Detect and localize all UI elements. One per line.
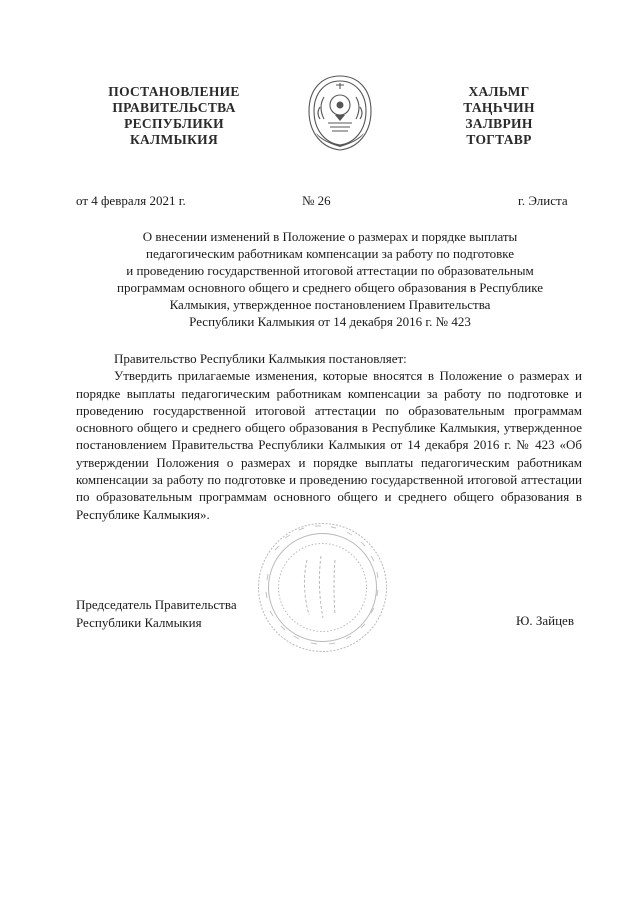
title-line-3: и проведению государственной итоговой аттестации по образовательным: [126, 263, 534, 278]
decree-title: [80, 228, 580, 330]
decree-body: [76, 350, 582, 523]
header-left-line-3: РЕСПУБЛИКИ: [124, 116, 224, 131]
title-line-5: Калмыкия, утвержденное постановлением Правительства: [169, 297, 491, 312]
header-right-kalmyk: [444, 84, 554, 148]
signer-name: Ю. Зайцев: [516, 613, 574, 628]
header-left-line-4: КАЛМЫКИЯ: [129, 132, 219, 147]
signer-position-line-2: Республики Калмыкия: [76, 614, 202, 630]
header-left-line-1: ПОСТАНОВЛЕНИЕ: [108, 84, 240, 99]
decree-number: № 26: [302, 193, 331, 208]
header-right-line-2: ТАҢҺЧИН: [463, 100, 535, 115]
decree-city: г. Элиста: [518, 193, 568, 208]
decree-main-paragraph: Утвердить прилагаемые изменения, которые вносятся в Положение о размерах и порядке выплаты педагогическим работникам компенсации за работу по подготовке и проведению государственной итоговой аттестации по образовательным программам основного общего и среднего общего образования в Республике Калмыкия, утвержденное постановлением Правительства Республики Калмыкия от 14 декабря 2016 г. № 423 «Об утверждении Положения о размерах и порядке выплаты педагогическим работникам компенсации за работу по подготовке и проведению государственной итоговой аттестации по образовательным программам основного общего и среднего общего образования в Республике Калмыкия».: [76, 368, 582, 522]
header-left-line-2: ПРАВИТЕЛЬСТВА: [112, 100, 236, 115]
title-line-4: программам основного общего и среднего общего образования в Республике: [117, 280, 543, 295]
header-right-line-1: ХАЛЬМГ: [468, 84, 530, 99]
title-line-1: О внесении изменений в Положение о размерах и порядке выплаты: [142, 229, 518, 244]
decree-date: от 4 февраля 2021 г.: [76, 193, 186, 208]
signer-position-line-1: Председатель Правительства: [76, 597, 237, 612]
header-left-russian: [90, 84, 258, 148]
title-line-2: педагогическим работникам компенсации за работу по подготовке: [146, 246, 514, 261]
header-right-line-3: ЗАЛВРИН: [465, 116, 533, 131]
official-stamp-icon: [255, 520, 390, 655]
title-line-6: Республики Калмыкия от 14 декабря 2016 г. № 423: [189, 314, 471, 329]
coat-of-arms-emblem-icon: [302, 71, 378, 153]
decree-statement: Правительство Республики Калмыкия постановляет:: [114, 351, 407, 366]
signature-block: [76, 596, 237, 631]
header-right-line-4: ТОГТАВР: [466, 132, 532, 147]
